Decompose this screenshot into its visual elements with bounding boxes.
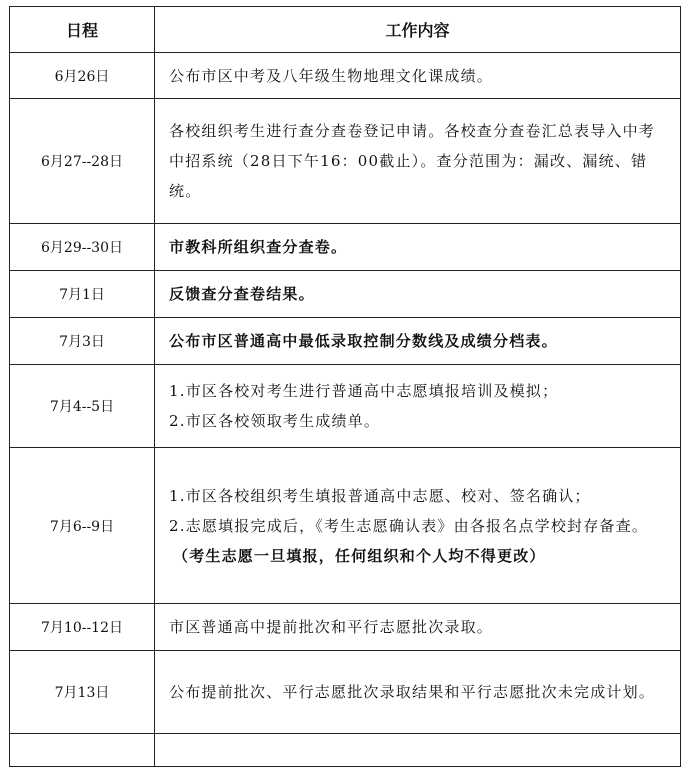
header-content: 工作内容	[155, 7, 681, 53]
content-line: 市教科所组织查分查卷。	[169, 238, 348, 256]
table-row	[10, 271, 681, 318]
table-row	[10, 734, 681, 767]
header-date: 日程	[10, 7, 155, 53]
content-line: 公布市区普通高中最低录取控制分数线及成绩分档表。	[169, 332, 558, 350]
content-line: 公布市区中考及八年级生物地理文化课成绩。	[169, 66, 494, 85]
table-row	[10, 318, 681, 365]
table-row	[10, 604, 681, 651]
schedule-table	[9, 6, 681, 767]
row-date: 7月13日	[10, 651, 155, 734]
row-content	[155, 604, 681, 651]
row-content	[155, 448, 681, 604]
content-line: 1.市区各校对考生进行普通高中志愿填报培训及模拟；	[169, 382, 559, 400]
content-line: 市区普通高中提前批次和平行志愿批次录取。	[169, 618, 494, 636]
content-line: 2.市区各校领取考生成绩单。	[169, 412, 381, 430]
content-line: 公布提前批次、平行志愿批次录取结果和平行志愿批次未完成计划。	[169, 683, 656, 701]
row-date: 7月1日	[10, 271, 155, 318]
table-row	[10, 99, 681, 224]
table-row	[10, 365, 681, 448]
table-row	[10, 448, 681, 604]
content-line: 各校组织考生进行查分查卷登记申请。各校查分查卷汇总表导入中考中招系统（28日下午16：00截止）。查分范围为：漏改、漏统、错统。	[169, 122, 656, 200]
table-row	[10, 651, 681, 734]
row-content	[155, 224, 681, 271]
table-row	[10, 224, 681, 271]
row-date	[10, 734, 155, 767]
row-content	[155, 99, 681, 224]
row-content	[155, 365, 681, 448]
row-date: 7月10--12日	[10, 604, 155, 651]
row-content	[155, 651, 681, 734]
row-date: 6月29--30日	[10, 224, 155, 271]
row-content	[155, 318, 681, 365]
content-line: 1.市区各校组织考生填报普通高中志愿、校对、签名确认；	[169, 486, 591, 505]
content-note: （考生志愿一旦填报，任何组织和个人均不得更改）	[173, 546, 546, 565]
table-row	[10, 53, 681, 99]
row-content	[155, 271, 681, 318]
row-date: 7月3日	[10, 318, 155, 365]
header-row	[10, 7, 681, 53]
row-date: 7月4--5日	[10, 365, 155, 448]
content-line: 2.志愿填报完成后，《考生志愿确认表》由各报名点学校封存备查。	[169, 516, 649, 535]
row-date: 7月6--9日	[10, 448, 155, 604]
row-content	[155, 734, 681, 767]
row-content	[155, 53, 681, 99]
row-date: 6月26日	[10, 53, 155, 99]
content-line: 反馈查分查卷结果。	[169, 285, 315, 303]
row-date: 6月27--28日	[10, 99, 155, 224]
